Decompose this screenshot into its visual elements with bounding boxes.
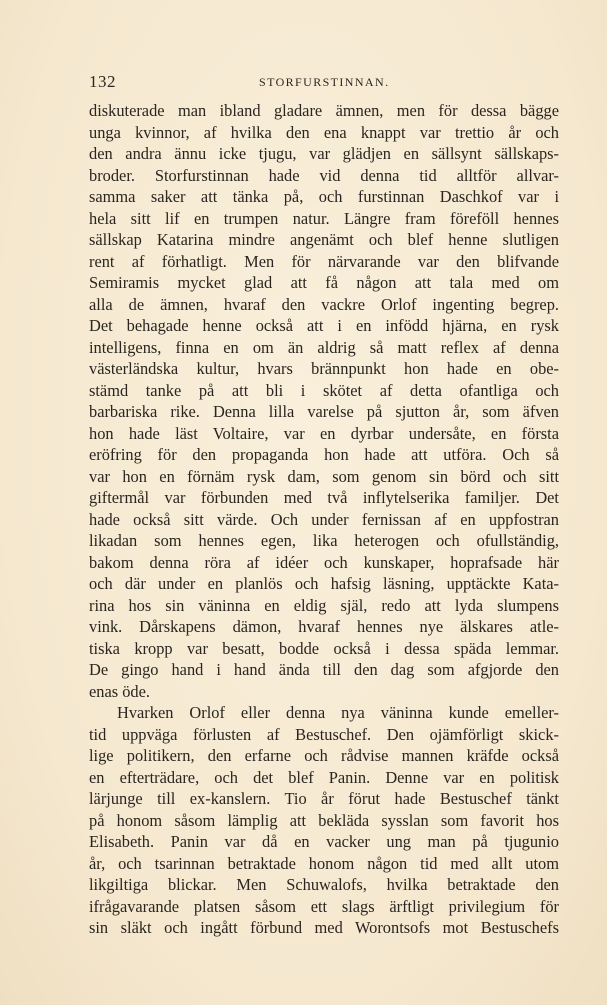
text-line: hade också sitt värde. Och under fernissan af en uppfostran: [89, 509, 559, 529]
text-line: eröfring för den propaganda hon hade att utföra. Och så: [89, 445, 559, 464]
text-line: rent af förhatligt. Men för närvarande var den blifvande: [89, 251, 559, 271]
page-header: [89, 72, 559, 94]
paragraph-start-line: Hvarken Orlof eller denna nya väninna kunde emeller-: [117, 703, 559, 722]
paragraph-end-line: enas öde.: [89, 681, 150, 701]
text-line: var hon en förnäm rysk dam, som genom sin börd och sitt: [89, 466, 559, 486]
text-line: intelligens, finna en om än aldrig så matt reflex af denna: [89, 337, 559, 357]
text-line: västerländska kultur, hvars brännpunkt hon hade en obe-: [89, 359, 559, 378]
text-line: De gingo hand i hand ända till den dag som afgjorde den: [89, 660, 559, 679]
text-line: tiska kropp var besatt, bodde också i dessa späda lemmar.: [89, 638, 559, 658]
text-line: sin släkt och ingått förbund med Worontsofs mot Bestuschefs: [89, 918, 559, 937]
text-line: lige politikern, den erfarne och rådvise mannen kräfde också: [89, 746, 559, 765]
text-line: barbariska rike. Denna lilla varelse på sjutton år, som äfven: [89, 402, 559, 421]
text-line: ifrågavarande platsen såsom ett slags ärftligt privilegium för: [89, 896, 559, 916]
text-line: alla de ämnen, hvaraf den vackre Orlof ingenting begrep.: [89, 294, 559, 314]
text-line: likadan som hennes egen, lika heterogen och ofullständig,: [89, 531, 559, 550]
text-line: hon hade läst Voltaire, var en dyrbar undersåte, en första: [89, 423, 559, 443]
text-line: stämd tanke på att bli i skötet af detta ofantliga och: [89, 380, 559, 400]
text-line: Det behagade henne också att i en infödd hjärna, en rysk: [89, 316, 559, 335]
text-line: diskuterade man ibland gladare ämnen, men för dessa bägge: [89, 101, 559, 120]
text-line: den andra ännu icke tjugu, var glädjen en sällsynt sällskaps-: [89, 144, 559, 163]
text-line: och där under en planlös och hafsig läsning, upptäckte Kata-: [89, 574, 559, 593]
text-line: vink. Dårskapens dämon, hvaraf hennes nye älskares atle-: [89, 617, 559, 636]
text-line: rina hos sin väninna en eldig själ, redo att lyda slumpens: [89, 595, 559, 615]
text-line: hela sitt lif en trumpen natur. Längre fram föreföll hennes: [89, 208, 559, 228]
page-number: 132: [89, 72, 116, 91]
text-line: giftermål var förbunden med två inflytelserika familjer. Det: [89, 488, 559, 507]
text-line: år, och tsarinnan betraktade honom någon tid med allt utom: [89, 853, 559, 873]
text-line: broder. Storfurstinnan hade vid denna tid alltför allvar-: [89, 165, 559, 185]
text-line: likgiltiga blickar. Men Schuwalofs, hvilka betraktade den: [89, 875, 559, 894]
text-line: unga kvinnor, af hvilka den ena knappt var trettio år och: [89, 122, 559, 142]
text-line: en efterträdare, och det blef Panin. Denne var en politisk: [89, 767, 559, 787]
text-line: lärjunge till ex-kanslern. Tio år förut hade Bestuschef tänkt: [89, 789, 559, 808]
text-line: samma saker att tänka på, och furstinnan Daschkof var i: [89, 187, 559, 206]
body-text: [89, 100, 559, 939]
text-line: sällskap Katarina mindre angenämt och blef henne slutligen: [89, 230, 559, 249]
text-line: tid uppväga förlusten af Bestuschef. Den ojämförligt skick-: [89, 724, 559, 744]
text-line: Elisabeth. Panin var då en vacker ung man på tjugunio: [89, 832, 559, 851]
text-line: på honom såsom lämplig att bekläda sysslan som favorit hos: [89, 810, 559, 830]
text-line: Semiramis mycket glad att få någon att tala med om: [89, 273, 559, 292]
text-line: bakom denna röra af idéer och kunskaper, hoprafsade här: [89, 552, 559, 572]
running-title: STORFURSTINNAN.: [259, 75, 390, 89]
